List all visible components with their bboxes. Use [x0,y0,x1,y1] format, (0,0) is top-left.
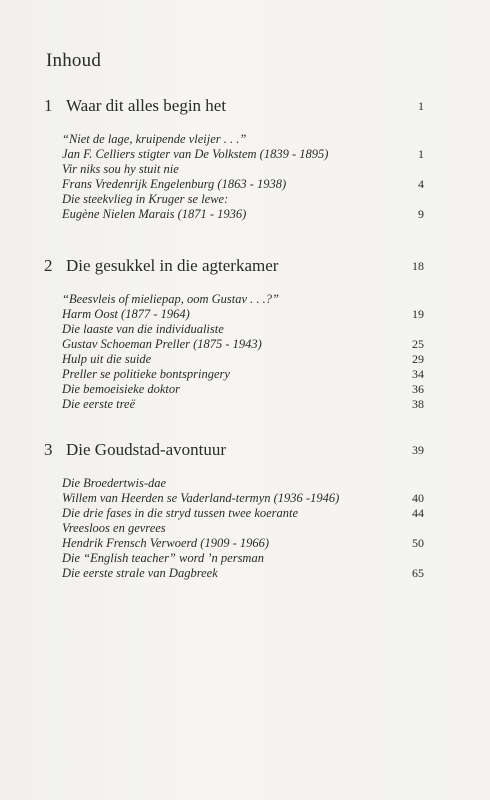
toc-entry [44,367,424,382]
toc-entry [44,132,424,147]
toc-entry-page-number: 50 [412,536,424,550]
toc-entry-title: Willem van Heerden se Vaderland-termyn (1936 -1946) [62,491,340,505]
toc-entry [44,162,424,177]
toc-entry-title: Die drie fases in die stryd tussen twee koerante [62,506,299,520]
toc-entry-page-number: 36 [412,382,424,396]
toc-entry [44,536,424,551]
toc-entry [44,352,424,367]
toc-entry-title: “Niet de lage, kruipende vleijer . . .” [62,132,247,146]
toc-entry-title: Eugène Nielen Marais (1871 - 1936) [62,207,247,221]
toc-entry-page-number: 44 [412,506,424,520]
chapter-page-number: 39 [412,443,424,457]
chapter-title: Die Goudstad-avontuur [66,440,227,459]
toc-entry-title: Die Broedertwis-dae [62,476,167,490]
chapter-title: Waar dit alles begin het [66,96,227,115]
toc-entry [44,397,424,412]
toc-entry [44,521,424,536]
toc-entry-title: Die bemoeisieke doktor [62,382,181,396]
toc-entry [44,292,424,307]
toc-entry-title: Die laaste van die individualiste [62,322,224,336]
toc-entry [44,207,424,222]
toc-entry-title: Die eerste treë [62,397,136,411]
toc-entry-title: Die steekvlieg in Kruger se lewe: [62,192,229,206]
toc-entry-title: Vir niks sou hy stuit nie [62,162,179,176]
chapter-block [44,440,424,581]
toc-entry-title: Die “English teacher” word ’n persman [62,551,264,565]
toc-entry-title: “Beesvleis of mieliepap, oom Gustav . . .?” [62,292,279,306]
toc-entry-title: Gustav Schoeman Preller (1875 - 1943) [62,337,262,351]
toc-entry-page-number: 29 [412,352,424,366]
toc-entry [44,506,424,521]
chapter-title-row [44,440,424,464]
toc-entry [44,192,424,207]
toc-entry-title: Hendrik Frensch Verwoerd (1909 - 1966) [62,536,270,550]
chapter-title: Die gesukkel in die agterkamer [66,256,279,275]
chapter-entries [44,476,424,581]
toc-entry-title: Vreesloos en gevrees [62,521,166,535]
toc-entry-page-number: 19 [412,307,424,321]
chapter-number: 1 [44,96,53,115]
toc-entry [44,551,424,566]
toc-entry [44,177,424,192]
toc-entry [44,307,424,322]
toc-entry [44,476,424,491]
chapter-entries [44,292,424,412]
toc-entry-page-number: 4 [418,177,424,191]
toc-entry-title: Preller se politieke bontspringery [62,367,230,381]
chapter-page-number: 1 [418,99,424,113]
contents-heading: Inhoud [46,50,102,71]
chapter-entries [44,132,424,222]
toc-entry [44,491,424,506]
toc-entry-page-number: 65 [412,566,424,580]
toc-entry-title: Harm Oost (1877 - 1964) [62,307,190,321]
toc-entry [44,337,424,352]
toc-entry-title: Frans Vredenrijk Engelenburg (1863 - 1938) [62,177,287,191]
toc-entry-page-number: 38 [412,397,424,411]
toc-entry [44,322,424,337]
toc-entry-page-number: 25 [412,337,424,351]
toc-entry [44,566,424,581]
chapter-block [44,256,424,412]
toc-entry-title: Hulp uit die suide [62,352,152,366]
chapter-title-row [44,256,424,280]
toc-entry-page-number: 9 [418,207,424,221]
chapter-title-row [44,96,424,120]
toc-entry-title: Die eerste strale van Dagbreek [62,566,218,580]
toc-entry [44,147,424,162]
toc-entry-title: Jan F. Celliers stigter van De Volkstem (1839 - 1895) [62,147,329,161]
chapter-number: 3 [44,440,53,459]
chapter-block [44,96,424,222]
toc-entry-page-number: 34 [412,367,424,381]
chapter-page-number: 18 [412,259,424,273]
chapter-number: 2 [44,256,53,275]
toc-entry [44,382,424,397]
toc-entry-page-number: 40 [412,491,424,505]
toc-entry-page-number: 1 [418,147,424,161]
